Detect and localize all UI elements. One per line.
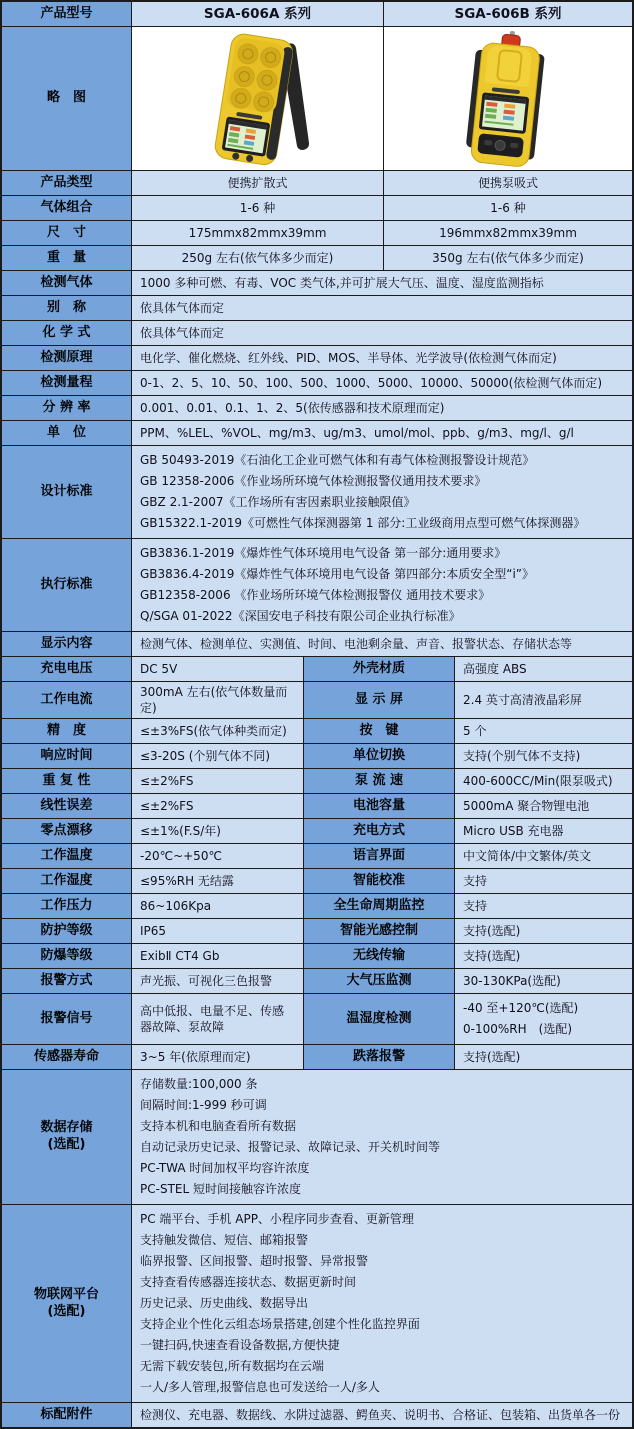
spec-row (2, 682, 632, 719)
row-label-text: 精 度 (46, 722, 86, 738)
value-line: GB15322.1-2019《可燃性气体探测器第 1 部分:工业级商用点型可燃气体探测器》 (140, 516, 586, 530)
row-label-text: 跌落报警 (352, 1048, 405, 1064)
row-value: 支持(选配) (455, 919, 632, 943)
row-value: 高强度 ABS (455, 657, 632, 681)
row-label-text: 工作湿度 (40, 872, 93, 888)
spec-row (2, 271, 632, 296)
row-label-text: 无线传输 (352, 947, 405, 963)
row-value (455, 994, 632, 1044)
row-label-text: 设计标准 (40, 483, 93, 499)
sketch-row (2, 27, 632, 171)
spec-row (2, 421, 632, 446)
row-value: ≤±2%FS (132, 794, 304, 818)
row-label-text: 外壳材质 (352, 660, 405, 676)
spec-row (2, 794, 632, 819)
row-label-text: 温湿度检测 (346, 1010, 412, 1026)
header-series-a: SGA-606A 系列 (132, 2, 384, 26)
row-label-text: 零点漂移 (40, 822, 93, 838)
value-line: PC-STEL 短时间接触容许浓度 (140, 1182, 301, 1197)
row-value: 0-1、2、5、10、50、100、500、1000、5000、10000、50000(依检测气体而定) (132, 371, 632, 395)
row-value: 5000mA 聚合物锂电池 (455, 794, 632, 818)
spec-row (2, 744, 632, 769)
row-value-a: 1-6 种 (132, 196, 384, 220)
row-label (304, 844, 455, 868)
row-label-text: 报警方式 (40, 972, 93, 988)
sketch-row-label: 略 图 (2, 27, 132, 170)
row-label-text: 智能校准 (352, 872, 405, 888)
row-label-text: 电池容量 (352, 797, 405, 813)
row-label (2, 246, 132, 270)
row-value: 依具体气体而定 (132, 321, 632, 345)
row-value: PPM、%LEL、%VOL、mg/m3、ug/m3、umol/mol、ppb、g/m3、mg/l、g/l (132, 421, 632, 445)
value-line: GB 50493-2019《石油化工企业可燃气体和有毒气体检测报警设计规范》 (140, 453, 535, 467)
row-label (2, 296, 132, 320)
row-label (304, 1045, 455, 1069)
row-label-text: 产品类型 (40, 174, 93, 190)
row-label-text: 泵 流 速 (354, 772, 404, 788)
row-label (304, 744, 455, 768)
spec-rows-container (2, 171, 632, 1427)
row-label (2, 1205, 132, 1402)
row-value: 支持(选配) (455, 944, 632, 968)
row-value: 0.001、0.01、0.1、1、2、5(依传感器和技术原理而定) (132, 396, 632, 420)
row-label (304, 994, 455, 1044)
row-label (2, 919, 132, 943)
value-line: 存储数量:100,000 条 (140, 1077, 258, 1092)
row-label (2, 869, 132, 893)
row-label-text: 报警信号 (40, 1010, 93, 1026)
value-line: PC 端平台、手机 APP、小程序同步查看、更新管理 (140, 1212, 414, 1227)
row-label-text: 执行标准 (40, 576, 93, 592)
row-label (304, 794, 455, 818)
row-value-a: 250g 左右(依气体多少而定) (132, 246, 384, 270)
spec-row (2, 894, 632, 919)
pump-detector-illustration (423, 29, 593, 169)
spec-row (2, 819, 632, 844)
spec-row (2, 221, 632, 246)
spec-row (2, 371, 632, 396)
row-value: 300mA 左右(依气体数量而定) (132, 682, 304, 718)
row-value: 支持(个别气体不支持) (455, 744, 632, 768)
row-label (2, 446, 132, 538)
spec-row (2, 719, 632, 744)
spec-row (2, 396, 632, 421)
row-value: 检测仪、充电器、数据线、水阱过滤器、鳄鱼夹、说明书、合格证、包装箱、出货单各一份 (132, 1403, 632, 1427)
row-label (2, 719, 132, 743)
row-value: 高中低报、电量不足、传感器故障、泵故障 (132, 994, 304, 1044)
spec-row (2, 1070, 632, 1205)
row-value: ≤95%RH 无结露 (132, 869, 304, 893)
row-label (2, 221, 132, 245)
row-label-text: 按 键 (359, 722, 399, 738)
row-label-text: 显示内容 (40, 635, 93, 651)
row-label (2, 657, 132, 681)
row-value: ≤±2%FS (132, 769, 304, 793)
value-line: 支持企业个性化云组态场景搭建,创建个性化监控界面 (140, 1317, 420, 1332)
row-label-text: 充电方式 (352, 822, 405, 838)
row-value (132, 1070, 632, 1204)
header-model-label: 产品型号 (2, 2, 132, 26)
row-value: 中文简体/中文繁体/英文 (455, 844, 632, 868)
row-value (132, 1205, 632, 1402)
row-value: 86~106Kpa (132, 894, 304, 918)
device-photo-sga606a (132, 27, 384, 170)
row-label (2, 682, 132, 718)
row-value: Micro USB 充电器 (455, 819, 632, 843)
row-label-text: 气体组合 (40, 199, 93, 215)
row-label-text: 防爆等级 (40, 947, 93, 963)
value-line: -40 至+120℃(选配) (463, 1001, 579, 1016)
row-value: 3~5 年(依原理而定) (132, 1045, 304, 1069)
row-label-text: 别 称 (46, 299, 86, 315)
row-label-text: 数据存储 (40, 1120, 93, 1136)
row-label (304, 919, 455, 943)
row-label (304, 944, 455, 968)
row-label-text: 工作电流 (40, 691, 93, 707)
row-value: 5 个 (455, 719, 632, 743)
row-label-text: 分 辨 率 (42, 399, 91, 415)
spec-row (2, 1403, 632, 1427)
row-label (2, 171, 132, 195)
row-label (2, 894, 132, 918)
row-label (2, 271, 132, 295)
row-label-text: 单 位 (46, 424, 86, 440)
row-value: DC 5V (132, 657, 304, 681)
spec-row (2, 1205, 632, 1403)
row-label (2, 321, 132, 345)
row-value: 依具体气体而定 (132, 296, 632, 320)
row-label (304, 819, 455, 843)
row-value: IP65 (132, 919, 304, 943)
row-value: 30-130KPa(选配) (455, 969, 632, 993)
row-label-text: 语言界面 (352, 847, 405, 863)
row-label (2, 1403, 132, 1427)
value-line: GB 12358-2006《作业场所环境气体检测报警仪通用技术要求》 (140, 474, 487, 488)
row-value-a: 175mmx82mmx39mm (132, 221, 384, 245)
spec-row (2, 632, 632, 657)
value-line: Q/SGA 01-2022《深国安电子科技有限公司企业执行标准》 (140, 609, 461, 623)
row-value: 支持 (455, 894, 632, 918)
spec-row (2, 657, 632, 682)
spec-row (2, 919, 632, 944)
header-row (2, 2, 632, 27)
value-line: PC-TWA 时间加权平均容许浓度 (140, 1161, 310, 1176)
device-photo-sga606b (384, 27, 632, 170)
header-series-b: SGA-606B 系列 (384, 2, 632, 26)
row-label (2, 539, 132, 631)
row-label-subtext: (选配) (47, 1303, 86, 1319)
spec-row (2, 844, 632, 869)
spec-row (2, 944, 632, 969)
row-label-text: 全生命周期监控 (333, 897, 425, 913)
row-value: 支持(选配) (455, 1045, 632, 1069)
row-value: 检测气体、检测单位、实测值、时间、电池剩余量、声音、报警状态、存储状态等 (132, 632, 632, 656)
row-label-text: 尺 寸 (46, 224, 86, 240)
row-label-text: 显 示 屏 (354, 691, 404, 707)
value-line: 自动记录历史记录、报警记录、故障记录、开关机时间等 (140, 1140, 441, 1155)
row-label-text: 检测量程 (40, 374, 93, 390)
row-label-text: 工作压力 (40, 897, 93, 913)
value-line: GB12358-2006 《作业场所环境气体检测报警仪 通用技术要求》 (140, 588, 491, 602)
row-label-text: 大气压监测 (346, 972, 412, 988)
row-value: 400-600CC/Min(限泵吸式) (455, 769, 632, 793)
row-value: ≤±1%(F.S/年) (132, 819, 304, 843)
row-label (2, 1045, 132, 1069)
row-label-text: 标配附件 (40, 1406, 93, 1422)
row-label-text: 检测原理 (40, 349, 93, 365)
spec-row (2, 321, 632, 346)
row-label (2, 794, 132, 818)
value-line: 无需下载安装包,所有数据均在云端 (140, 1359, 324, 1374)
diffusion-detector-illustration (173, 29, 343, 169)
row-label (2, 632, 132, 656)
row-value (132, 539, 632, 631)
row-label-text: 单位切换 (352, 747, 405, 763)
row-label (2, 346, 132, 370)
spec-row (2, 296, 632, 321)
row-label-text: 检测气体 (40, 274, 93, 290)
row-value-b: 350g 左右(依气体多少而定) (384, 246, 632, 270)
row-label-text: 重 复 性 (42, 772, 91, 788)
row-label-text: 防护等级 (40, 922, 93, 938)
row-label-text: 线性误差 (40, 797, 93, 813)
row-label (2, 371, 132, 395)
value-line: GB3836.1-2019《爆炸性气体环境用电气设备 第一部分:通用要求》 (140, 546, 507, 560)
row-label (2, 819, 132, 843)
value-line: GB3836.4-2019《爆炸性气体环境用电气设备 第四部分:本质安全型“i”》 (140, 567, 535, 581)
row-label (2, 744, 132, 768)
spec-row (2, 446, 632, 539)
spec-row (2, 196, 632, 221)
row-label (304, 769, 455, 793)
value-line: 支持本机和电脑查看所有数据 (140, 1119, 297, 1134)
spec-row (2, 994, 632, 1045)
row-label (2, 994, 132, 1044)
row-label-text: 智能光感控制 (339, 922, 418, 938)
value-line: 间隔时间:1-999 秒可调 (140, 1098, 267, 1113)
row-value: 支持 (455, 869, 632, 893)
spec-row (2, 1045, 632, 1070)
row-label-text: 重 量 (46, 249, 86, 265)
row-value: 电化学、催化燃烧、红外线、PID、MOS、半导体、光学波导(依检测气体而定) (132, 346, 632, 370)
row-label (2, 769, 132, 793)
row-value: ExibⅡ CT4 Gb (132, 944, 304, 968)
spec-row (2, 969, 632, 994)
row-value: 声光振、可视化三色报警 (132, 969, 304, 993)
row-label-subtext: (选配) (47, 1137, 86, 1153)
row-label-text: 响应时间 (40, 747, 93, 763)
value-line: GBZ 2.1-2007《工作场所有害因素职业接触限值》 (140, 495, 416, 509)
row-value: 1000 多种可燃、有毒、VOC 类气体,并可扩展大气压、温度、湿度监测指标 (132, 271, 632, 295)
value-line: 支持查看传感器连接状态、数据更新时间 (140, 1275, 357, 1290)
row-value-b: 便携泵吸式 (384, 171, 632, 195)
spec-row (2, 539, 632, 632)
value-line: 0-100%RH (选配) (463, 1022, 572, 1037)
row-label (304, 894, 455, 918)
row-label-text: 工作温度 (40, 847, 93, 863)
row-value (132, 446, 632, 538)
row-value: -20℃~+50℃ (132, 844, 304, 868)
row-label-text: 物联网平台 (33, 1286, 99, 1302)
spec-row (2, 346, 632, 371)
row-label (2, 1070, 132, 1204)
value-line: 临界报警、区间报警、超时报警、异常报警 (140, 1254, 369, 1269)
row-value: ≤±3%FS(依气体种类而定) (132, 719, 304, 743)
row-value: 2.4 英寸高清液晶彩屏 (455, 682, 632, 718)
row-label (2, 844, 132, 868)
row-value: ≤3-20S (个别气体不同) (132, 744, 304, 768)
spec-row (2, 171, 632, 196)
row-label (304, 869, 455, 893)
value-line: 历史记录、历史曲线、数据导出 (140, 1296, 309, 1311)
row-label-text: 化 学 式 (42, 324, 91, 340)
row-value-b: 1-6 种 (384, 196, 632, 220)
row-label (304, 969, 455, 993)
row-label (304, 719, 455, 743)
value-line: 一键扫码,快速查看设备数据,方便快捷 (140, 1338, 340, 1353)
row-label (2, 421, 132, 445)
spec-row (2, 246, 632, 271)
row-label (2, 396, 132, 420)
row-label (304, 682, 455, 718)
row-label (304, 657, 455, 681)
spec-row (2, 869, 632, 894)
row-label (2, 944, 132, 968)
row-value-a: 便携扩散式 (132, 171, 384, 195)
value-line: 支持触发微信、短信、邮箱报警 (140, 1233, 309, 1248)
spec-row (2, 769, 632, 794)
row-value-b: 196mmx82mmx39mm (384, 221, 632, 245)
row-label (2, 969, 132, 993)
row-label (2, 196, 132, 220)
value-line: 一人/多人管理,报警信息也可发送给一人/多人 (140, 1380, 380, 1395)
row-label-text: 传感器寿命 (33, 1048, 99, 1064)
row-label-text: 充电电压 (40, 660, 93, 676)
